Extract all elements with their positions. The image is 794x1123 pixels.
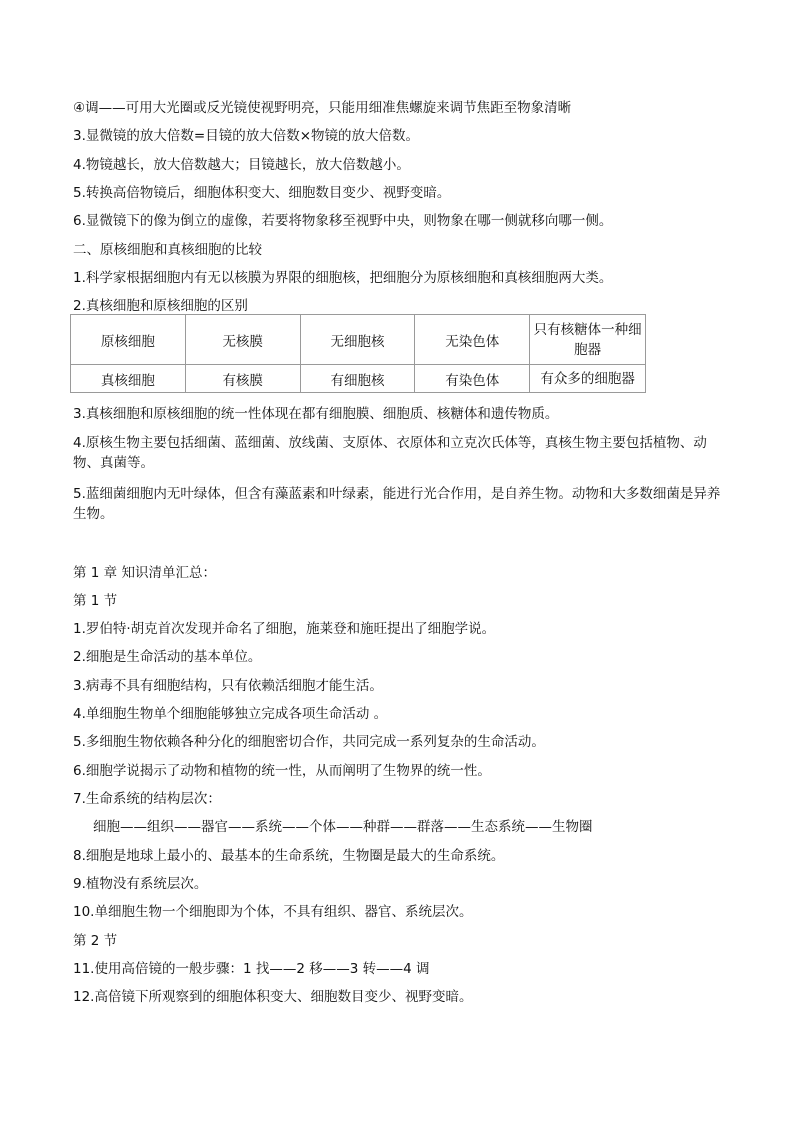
knowledge-item-11: 11.使用高倍镜的一般步骤：1 找——2 移——3 转——4 调 xyxy=(73,961,430,977)
table-cell: 有众多的细胞器 xyxy=(530,365,646,393)
table-cell: 原核细胞 xyxy=(71,315,186,365)
knowledge-item-2: 2.细胞是生命活动的基本单位。 xyxy=(73,649,262,665)
table-cell: 无染色体 xyxy=(415,315,530,365)
text-line-organisms: 4.原核生物主要包括细菌、蓝细菌、放线菌、支原体、衣原体和立克次氏体等，真核生物主要包括植物、动物、真菌等。 xyxy=(73,435,707,471)
text-line-magnification: 3.显微镜的放大倍数=目镜的放大倍数×物镜的放大倍数。 xyxy=(73,128,420,144)
comparison-table xyxy=(70,314,646,393)
knowledge-item-9: 9.植物没有系统层次。 xyxy=(73,876,208,892)
hierarchy-chain: 细胞——组织——器官——系统——个体——种群——群落——生态系统——生物圈 xyxy=(93,819,593,835)
text-line-difference-title: 2.真核细胞和原核细胞的区别 xyxy=(73,298,248,314)
text-line-unity: 3.真核细胞和原核细胞的统一性体现在都有细胞膜、细胞质、核糖体和遗传物质。 xyxy=(73,406,559,422)
knowledge-item-10: 10.单细胞生物一个细胞即为个体，不具有组织、器官、系统层次。 xyxy=(73,904,473,920)
text-line-classification: 1.科学家根据细胞内有无以核膜为界限的细胞核，把细胞分为原核细胞和真核细胞两大类。 xyxy=(73,270,613,286)
table-cell: 无细胞核 xyxy=(300,315,415,365)
table-cell: 有细胞核 xyxy=(300,365,415,393)
table-row xyxy=(71,315,646,365)
knowledge-item-5: 5.多细胞生物依赖各种分化的细胞密切合作，共同完成一系列复杂的生命活动。 xyxy=(73,734,545,750)
knowledge-item-3: 3.病毒不具有细胞结构，只有依赖活细胞才能生活。 xyxy=(73,678,383,694)
section-title-2: 第 2 节 xyxy=(73,933,118,949)
table-cell: 无核膜 xyxy=(185,315,300,365)
knowledge-item-4: 4.单细胞生物单个细胞能够独立完成各项生命活动 。 xyxy=(73,706,388,722)
knowledge-item-8: 8.细胞是地球上最小的、最基本的生命系统，生物圈是最大的生命系统。 xyxy=(73,848,505,864)
knowledge-item-1: 1.罗伯特·胡克首次发现并命名了细胞，施莱登和施旺提出了细胞学说。 xyxy=(73,621,496,637)
table-cell: 只有核糖体一种细胞器 xyxy=(530,315,646,365)
text-line-lens-length: 4.物镜越长，放大倍数越大；目镜越长，放大倍数越小。 xyxy=(73,157,410,173)
table-cell: 有核膜 xyxy=(185,365,300,393)
table-row xyxy=(71,365,646,393)
text-line-inverted-image: 6.显微镜下的像为倒立的虚像，若要将物象移至视野中央，则物象在哪一侧就移向哪一侧。 xyxy=(73,213,613,229)
section-heading-cell-comparison: 二、原核细胞和真核细胞的比较 xyxy=(73,242,262,258)
text-line-focus-step: ④调——可用大光圈或反光镜使视野明亮，只能用细准焦螺旋来调节焦距至物象清晰 xyxy=(73,100,572,116)
knowledge-item-7: 7.生命系统的结构层次： xyxy=(73,791,221,807)
table-cell: 真核细胞 xyxy=(71,365,186,393)
text-line-cyanobacteria: 5.蓝细菌细胞内无叶绿体，但含有藻蓝素和叶绿素，能进行光合作用，是自养生物。动物和大多数细菌是异养生物。 xyxy=(73,486,721,522)
chapter-title: 第 1 章 知识清单汇总： xyxy=(73,565,216,581)
table-cell: 有染色体 xyxy=(415,365,530,393)
knowledge-item-12: 12.高倍镜下所观察到的细胞体积变大、细胞数目变少、视野变暗。 xyxy=(73,989,473,1005)
knowledge-item-6: 6.细胞学说揭示了动物和植物的统一性，从而阐明了生物界的统一性。 xyxy=(73,763,491,779)
section-title-1: 第 1 节 xyxy=(73,593,118,609)
text-line-high-power: 5.转换高倍物镜后，细胞体积变大、细胞数目变少、视野变暗。 xyxy=(73,185,451,201)
